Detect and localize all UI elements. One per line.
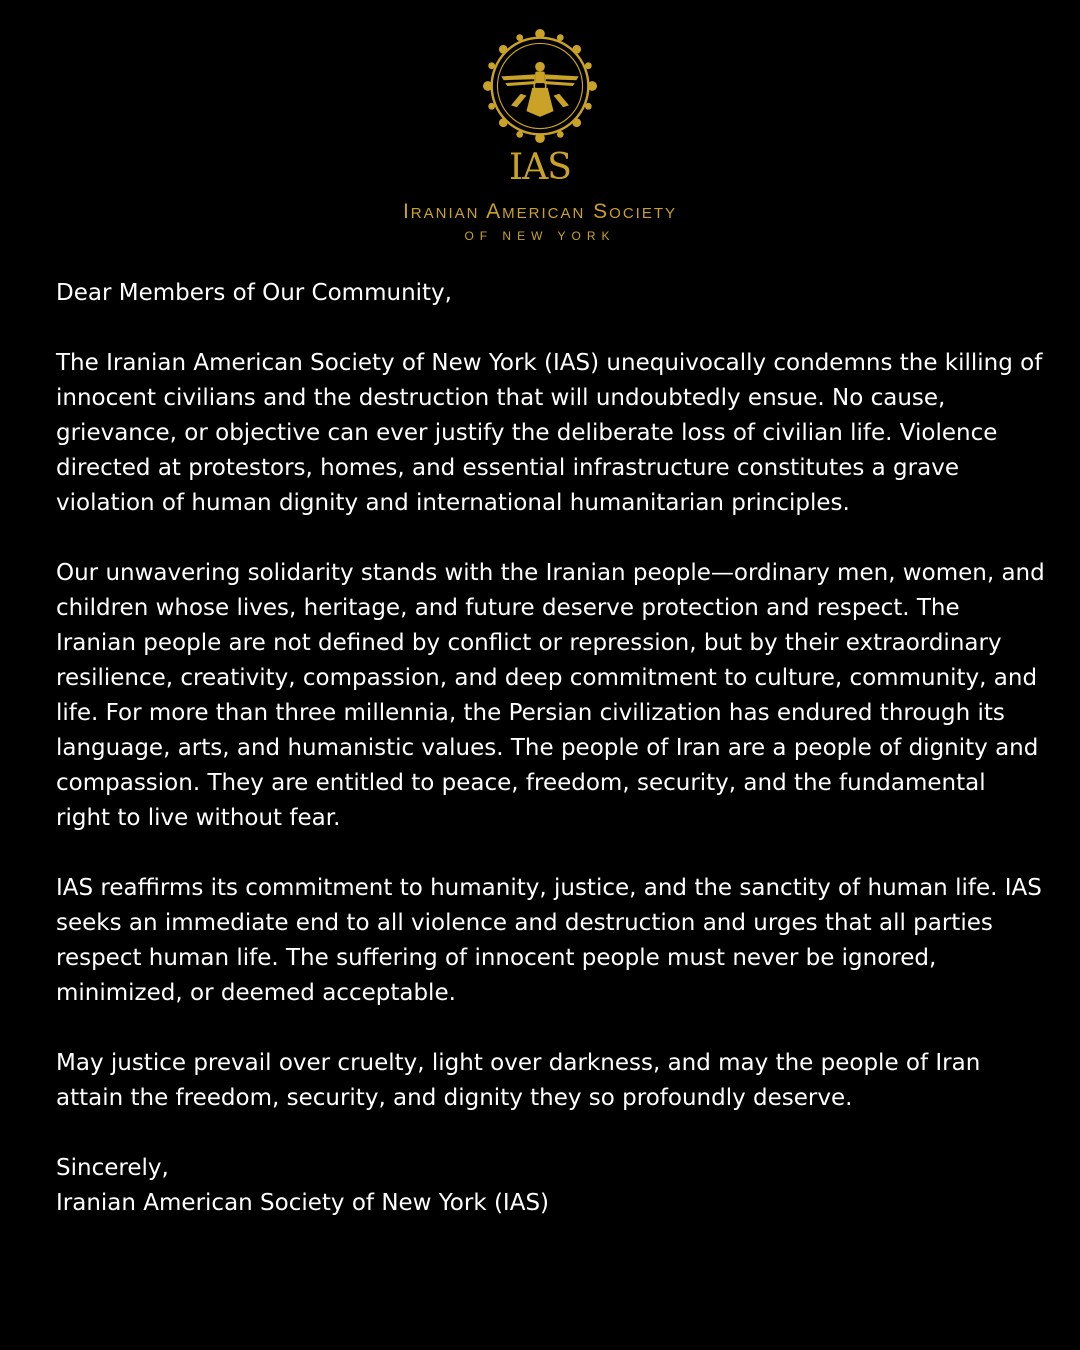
ias-monogram: IAS: [509, 147, 571, 188]
paragraph-4: May justice prevail over cruelty, light over darkness, and may the people of Iran attain the freedom, security, and dignity they so profoundly deserve.: [56, 1050, 981, 1111]
closing: Sincerely,: [56, 1155, 169, 1181]
paragraph-2: Our unwavering solidarity stands with the Iranian people—ordinary men, women, and children whose lives, heritage, and future deserve protection and respect. The Iranian people are not defined by conflict or repression, but by their extraordinary resilience, creativity, compassion, and deep commitment to culture, community, and life. For more than three millennia, the Persian civilization has endured through its language, arts, and humanistic values. The people of Iran are a people of dignity and compassion. They are entitled to peace, freedom, security, and the fundamental right to live without fear.: [56, 560, 1045, 831]
faravahar-emblem-icon: [482, 28, 598, 144]
signature: Iranian American Society of New York (IAS): [56, 1190, 550, 1216]
salutation: Dear Members of Our Community,: [56, 280, 452, 306]
org-subtitle: OF NEW YORK: [464, 229, 616, 243]
paragraph-3: IAS reaffirms its commitment to humanity, justice, and the sanctity of human life. IAS seeks an immediate end to all violence and destruction and urges that all parties respect human life. The suffering of innocent people must never be ignored, minimized, or deemed acceptable.: [56, 875, 1042, 1006]
org-name: Iranian American Society: [402, 200, 678, 223]
paragraph-1: The Iranian American Society of New York (IAS) unequivocally condemns the killing of innocent civilians and the destruction that will undoubtedly ensue. No cause, grievance, or objective can ever justify the deliberate loss of civilian life. Violence directed at protestors, homes, and essential infrastructure constitutes a grave violation of human dignity and international humanitarian principles.: [56, 350, 1043, 516]
letter-body: [56, 276, 1046, 1221]
header: [0, 28, 1080, 243]
